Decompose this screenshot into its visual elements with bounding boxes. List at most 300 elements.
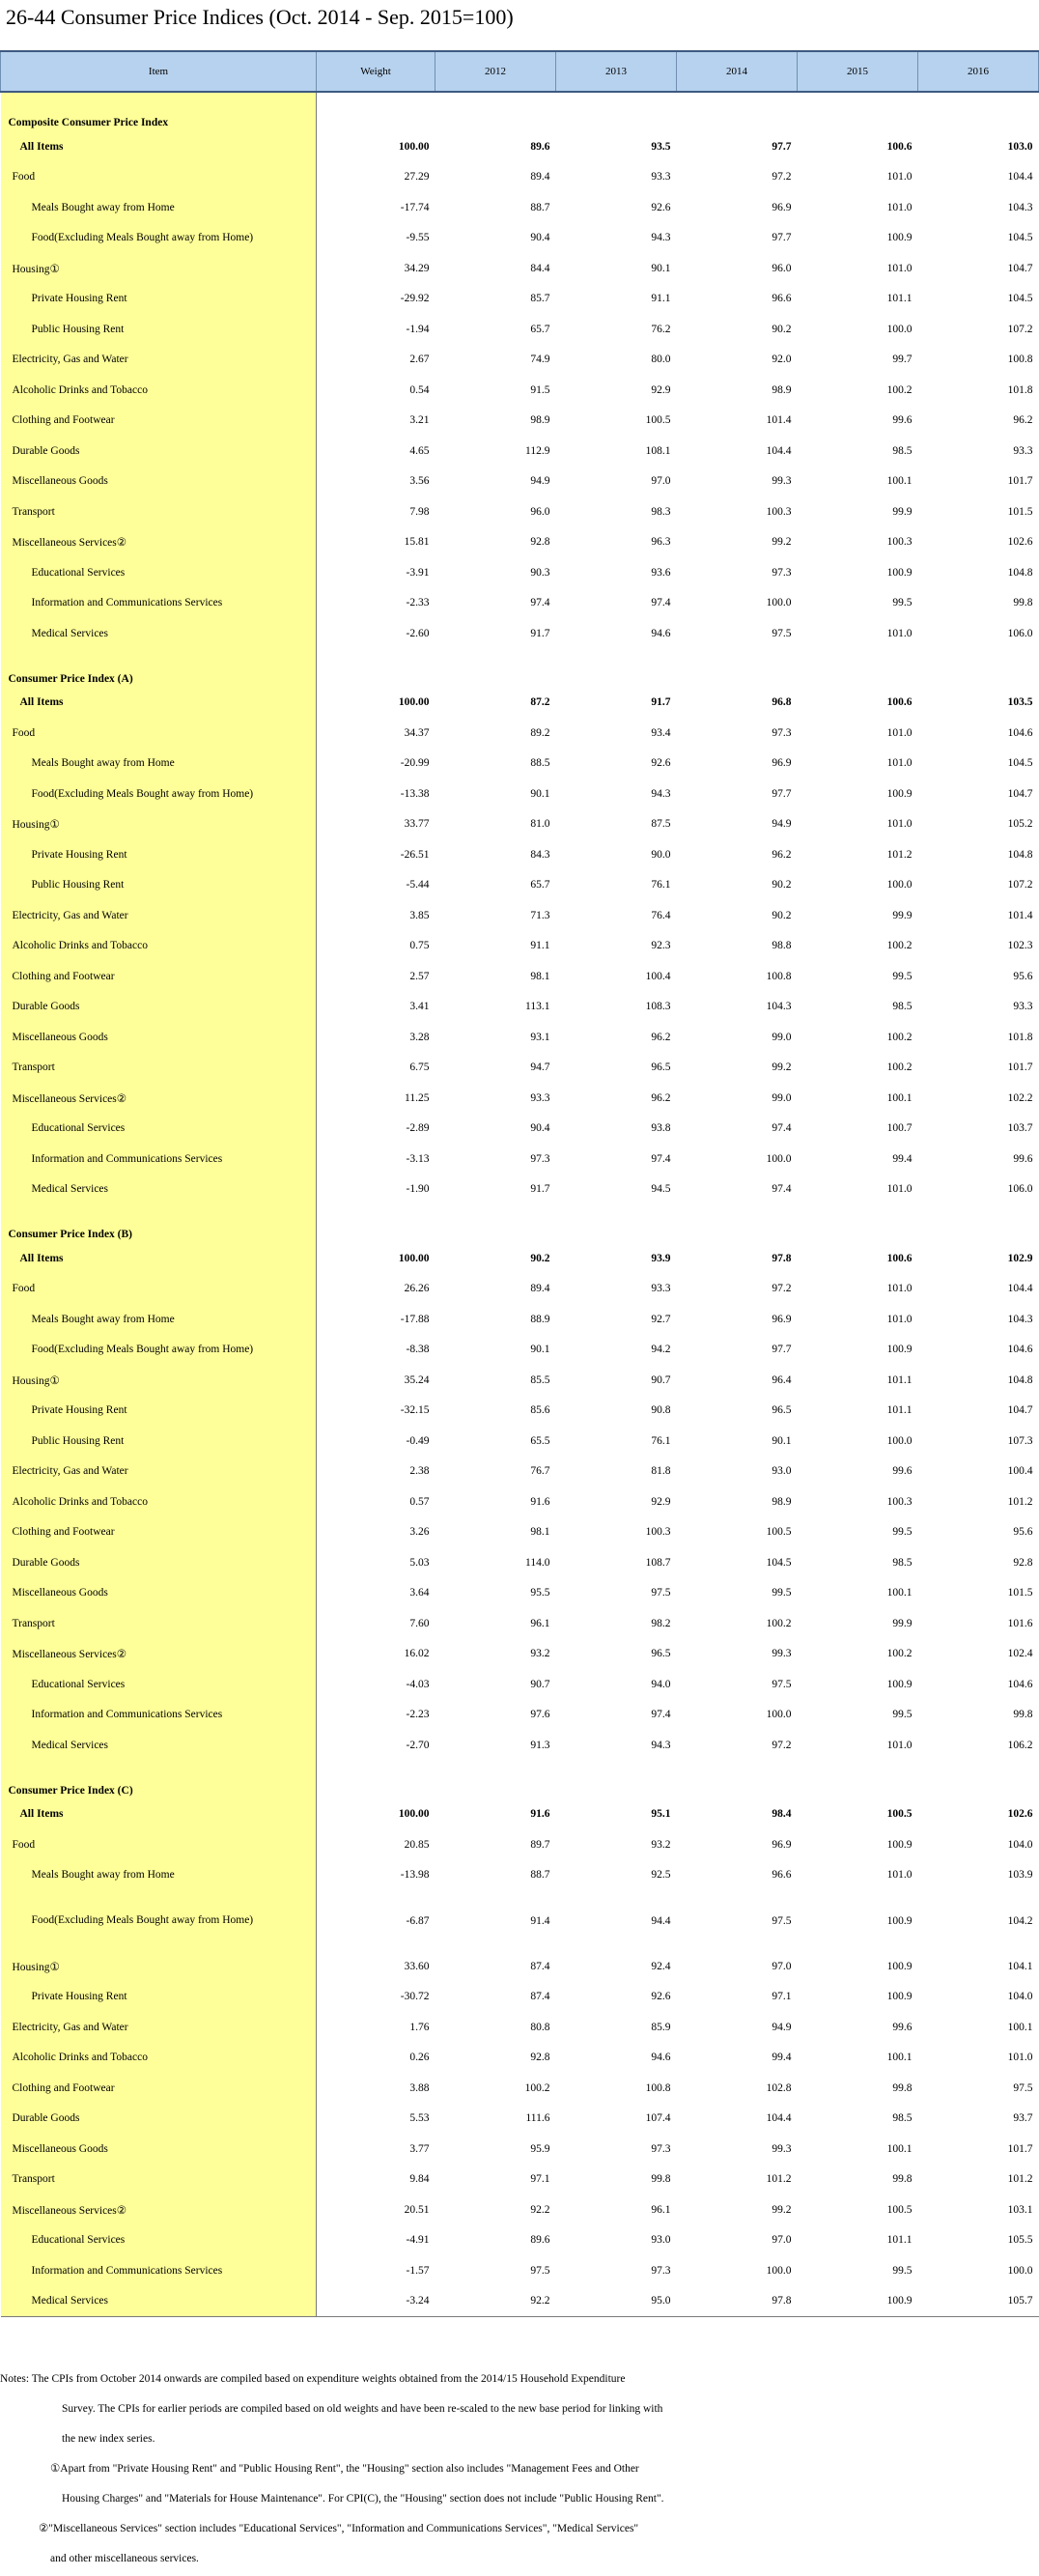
item-label: Miscellaneous Services② — [1, 2194, 317, 2225]
table-row — [1, 1860, 1039, 1891]
item-label: Miscellaneous Goods — [1, 467, 317, 497]
index-value: 100.2 — [766, 1617, 792, 1629]
weight-value: -2.89 — [406, 1122, 430, 1135]
note-line: Housing Charges" and "Materials for House Maintenance". For CPI(C), the "Housing" section does not include "Public Housing Rent". — [62, 2493, 664, 2505]
index-value: 101.2 — [1007, 1495, 1033, 1508]
index-value: 101.1 — [886, 2234, 913, 2247]
column-header-year: 2015 — [798, 51, 918, 92]
index-value: 99.9 — [892, 909, 913, 921]
index-value: 90.2 — [530, 1252, 550, 1264]
index-value: 99.5 — [892, 1526, 913, 1539]
section-title: Composite Consumer Price Index — [1, 92, 317, 131]
table-row — [1, 1365, 1039, 1396]
index-value: 99.8 — [651, 2173, 671, 2186]
weight-value: 3.77 — [409, 2142, 430, 2155]
table-row — [1, 1700, 1039, 1731]
weight-value: 7.60 — [409, 1617, 430, 1629]
index-value: 89.4 — [530, 1283, 550, 1295]
index-value: 100.1 — [886, 475, 913, 488]
weight-value: 100.00 — [398, 1808, 430, 1821]
index-value: 94.9 — [772, 2021, 792, 2033]
index-value: 94.0 — [651, 1678, 671, 1690]
weight-value: -20.99 — [400, 757, 430, 770]
item-label: Electricity, Gas and Water — [1, 1457, 317, 1487]
index-value: 104.0 — [1007, 1991, 1033, 2003]
index-value: 94.3 — [651, 787, 671, 800]
item-label: Information and Communications Services — [1, 1700, 317, 1731]
index-value: 96.9 — [772, 1838, 792, 1851]
index-value: 97.7 — [772, 1344, 792, 1356]
table-row — [1, 496, 1039, 527]
index-value: 96.6 — [772, 293, 792, 305]
index-value: 106.0 — [1007, 627, 1033, 639]
column-header-year: 2012 — [435, 51, 556, 92]
index-value: 92.6 — [651, 201, 671, 213]
weight-value: 33.77 — [404, 818, 430, 831]
weight-value: 2.57 — [409, 970, 430, 982]
weight-value: 20.85 — [404, 1838, 430, 1851]
item-label: Food(Excluding Meals Bought away from Home) — [1, 1890, 317, 1951]
item-label: Alcoholic Drinks and Tobacco — [1, 931, 317, 962]
index-value: 92.9 — [651, 383, 671, 396]
index-value: 94.7 — [530, 1062, 550, 1074]
index-value: 100.0 — [766, 1152, 792, 1165]
index-value: 98.8 — [772, 940, 792, 952]
item-label: Alcoholic Drinks and Tobacco — [1, 375, 317, 406]
index-value: 104.3 — [1007, 1313, 1033, 1325]
empty-cell — [317, 1761, 435, 1799]
index-value: 99.3 — [772, 475, 792, 488]
table-row — [1, 1114, 1039, 1145]
index-value: 99.8 — [892, 2081, 913, 2094]
index-value: 100.9 — [886, 232, 913, 244]
weight-value: 2.67 — [409, 354, 430, 366]
index-value: 99.2 — [772, 2203, 792, 2216]
index-value: 100.0 — [886, 879, 913, 892]
index-value: 94.6 — [651, 2052, 671, 2064]
index-value: 91.7 — [530, 627, 550, 639]
index-value: 100.9 — [886, 566, 913, 579]
index-value: 104.4 — [1007, 1283, 1033, 1295]
item-label: Food — [1, 1274, 317, 1305]
note-line: ①Apart from "Private Housing Rent" and "Public Housing Rent", the "Housing" section also includes "Management Fees and Other — [50, 2463, 639, 2475]
index-value: 108.7 — [645, 1556, 671, 1569]
table-row — [1, 2225, 1039, 2256]
item-label: Meals Bought away from Home — [1, 1860, 317, 1891]
index-value: 98.1 — [530, 970, 550, 982]
item-label: Food(Excluding Meals Bought away from Home) — [1, 778, 317, 809]
weight-value: 15.81 — [404, 536, 430, 549]
weight-value: -29.92 — [400, 293, 430, 305]
table-row — [1, 467, 1039, 497]
index-value: 90.3 — [530, 566, 550, 579]
weight-value: 100.00 — [398, 1252, 430, 1264]
index-value: 89.6 — [530, 140, 550, 153]
index-value: 106.2 — [1007, 1739, 1033, 1751]
weight-value: 33.60 — [404, 1960, 430, 1972]
index-value: 104.3 — [766, 1001, 792, 1013]
index-value: 107.2 — [1007, 879, 1033, 892]
empty-cell — [677, 1204, 798, 1243]
weight-value: 34.29 — [404, 262, 430, 274]
index-value: 93.0 — [651, 2234, 671, 2247]
index-value: 94.9 — [772, 818, 792, 831]
item-label: Durable Goods — [1, 2104, 317, 2135]
table-row — [1, 1304, 1039, 1335]
table-row — [1, 2165, 1039, 2195]
index-value: 97.5 — [530, 2264, 550, 2277]
item-label: Transport — [1, 1053, 317, 1084]
section-header-row — [1, 649, 1039, 688]
index-value: 100.3 — [886, 1495, 913, 1508]
table-row — [1, 931, 1039, 962]
table-row — [1, 2255, 1039, 2286]
index-value: 65.5 — [530, 1434, 550, 1447]
index-value: 92.3 — [651, 940, 671, 952]
index-value: 84.3 — [530, 848, 550, 861]
item-label: Educational Services — [1, 1669, 317, 1700]
weight-value: -32.15 — [400, 1404, 430, 1417]
empty-cell — [556, 1761, 677, 1799]
weight-value: 34.37 — [404, 726, 430, 739]
index-value: 97.3 — [651, 2142, 671, 2155]
index-value: 97.4 — [651, 1152, 671, 1165]
index-value: 113.1 — [525, 1001, 550, 1013]
item-label: Clothing and Footwear — [1, 2073, 317, 2104]
index-value: 104.4 — [766, 2112, 792, 2125]
weight-value: 26.26 — [404, 1283, 430, 1295]
table-row — [1, 1243, 1039, 1274]
table-row — [1, 809, 1039, 840]
table-row — [1, 406, 1039, 437]
weight-value: -13.38 — [400, 787, 430, 800]
index-value: 93.3 — [651, 171, 671, 184]
index-value: 100.9 — [886, 1344, 913, 1356]
item-label: Miscellaneous Goods — [1, 1578, 317, 1609]
index-value: 100.5 — [766, 1526, 792, 1539]
index-value: 100.2 — [886, 940, 913, 952]
index-value: 101.2 — [886, 848, 913, 861]
index-value: 90.1 — [530, 1344, 550, 1356]
index-value: 101.0 — [886, 1183, 913, 1196]
index-value: 103.0 — [1007, 140, 1033, 153]
item-label: Electricity, Gas and Water — [1, 900, 317, 931]
index-value: 97.2 — [772, 1283, 792, 1295]
index-value: 89.4 — [530, 171, 550, 184]
weight-value: -2.33 — [406, 597, 430, 609]
index-value: 100.9 — [886, 787, 913, 800]
table-row — [1, 1890, 1039, 1951]
index-value: 98.1 — [530, 1526, 550, 1539]
index-value: 99.6 — [1013, 1152, 1033, 1165]
weight-value: 2.38 — [409, 1465, 430, 1478]
empty-cell — [677, 649, 798, 688]
item-label: Alcoholic Drinks and Tobacco — [1, 1486, 317, 1517]
index-value: 104.8 — [1007, 848, 1033, 861]
table-row — [1, 2073, 1039, 2104]
empty-cell — [798, 92, 918, 131]
item-label: Miscellaneous Services② — [1, 1639, 317, 1670]
index-value: 97.5 — [772, 627, 792, 639]
weight-value: 100.00 — [398, 696, 430, 709]
item-label: Housing① — [1, 1365, 317, 1396]
index-value: 96.8 — [772, 696, 792, 709]
item-label: Food(Excluding Meals Bought away from Home) — [1, 1335, 317, 1366]
item-label: Meals Bought away from Home — [1, 192, 317, 223]
weight-value: 5.03 — [409, 1556, 430, 1569]
index-value: 95.5 — [530, 1587, 550, 1599]
index-value: 101.5 — [1007, 1587, 1033, 1599]
table-row — [1, 900, 1039, 931]
item-label: Private Housing Rent — [1, 839, 317, 870]
index-value: 102.8 — [766, 2081, 792, 2094]
weight-value: -3.13 — [406, 1152, 430, 1165]
index-value: 108.3 — [645, 1001, 671, 1013]
index-value: 99.5 — [892, 2264, 913, 2277]
index-value: 98.2 — [651, 1617, 671, 1629]
item-label: Food — [1, 162, 317, 193]
table-row — [1, 1639, 1039, 1670]
item-label: Transport — [1, 2165, 317, 2195]
weight-value: 0.75 — [409, 940, 430, 952]
item-label: Private Housing Rent — [1, 1982, 317, 2013]
index-value: 96.5 — [772, 1404, 792, 1417]
item-label: All Items — [1, 688, 317, 719]
index-value: 99.7 — [892, 354, 913, 366]
table-row — [1, 1144, 1039, 1175]
index-value: 85.9 — [651, 2021, 671, 2033]
index-value: 90.1 — [530, 787, 550, 800]
item-label: Educational Services — [1, 2225, 317, 2256]
empty-cell — [798, 1761, 918, 1799]
section-title: Consumer Price Index (C) — [1, 1761, 317, 1799]
index-value: 89.2 — [530, 726, 550, 739]
index-value: 104.2 — [1007, 1914, 1033, 1927]
index-value: 97.7 — [772, 232, 792, 244]
index-value: 101.0 — [886, 262, 913, 274]
index-value: 96.0 — [530, 505, 550, 518]
index-value: 101.7 — [1007, 2142, 1033, 2155]
item-label: Medical Services — [1, 1175, 317, 1205]
index-value: 104.7 — [1007, 787, 1033, 800]
index-value: 104.1 — [1007, 1960, 1033, 1972]
empty-cell — [435, 1204, 556, 1243]
index-value: 97.1 — [530, 2173, 550, 2186]
index-value: 99.0 — [772, 1091, 792, 1104]
table-row — [1, 870, 1039, 901]
index-value: 96.9 — [772, 201, 792, 213]
index-value: 100.9 — [886, 1991, 913, 2003]
column-header-item: Item — [1, 51, 317, 92]
index-value: 100.0 — [886, 323, 913, 335]
item-label: Public Housing Rent — [1, 870, 317, 901]
item-label: Electricity, Gas and Water — [1, 2012, 317, 2043]
weight-value: -1.94 — [406, 323, 430, 335]
index-value: 105.2 — [1007, 818, 1033, 831]
index-value: 94.3 — [651, 232, 671, 244]
index-value: 84.4 — [530, 262, 550, 274]
index-value: 96.9 — [772, 757, 792, 770]
weight-value: -4.91 — [406, 2234, 430, 2247]
empty-cell — [435, 1761, 556, 1799]
index-value: 97.2 — [772, 1739, 792, 1751]
table-row — [1, 2104, 1039, 2135]
index-value: 96.9 — [772, 1313, 792, 1325]
empty-cell — [317, 1204, 435, 1243]
index-value: 81.8 — [651, 1465, 671, 1478]
item-label: Alcoholic Drinks and Tobacco — [1, 2043, 317, 2074]
section-header-row — [1, 92, 1039, 131]
index-value: 91.1 — [651, 293, 671, 305]
index-value: 90.2 — [772, 323, 792, 335]
index-value: 80.0 — [651, 354, 671, 366]
index-value: 96.1 — [651, 2203, 671, 2216]
index-value: 99.0 — [772, 1031, 792, 1043]
index-value: 104.6 — [1007, 726, 1033, 739]
table-row — [1, 1951, 1039, 1982]
item-label: Electricity, Gas and Water — [1, 345, 317, 376]
index-value: 96.2 — [651, 1091, 671, 1104]
table-row — [1, 1486, 1039, 1517]
index-value: 100.6 — [886, 140, 913, 153]
index-value: 99.9 — [892, 505, 913, 518]
table-row — [1, 314, 1039, 345]
section-header-row — [1, 1204, 1039, 1243]
index-value: 101.4 — [766, 414, 792, 427]
item-label: All Items — [1, 1799, 317, 1830]
index-value: 104.3 — [1007, 201, 1033, 213]
table-row — [1, 749, 1039, 779]
index-value: 92.2 — [435, 2286, 556, 2317]
index-value: 104.6 — [1007, 1678, 1033, 1690]
weight-value: 16.02 — [404, 1648, 430, 1660]
index-value: 107.2 — [1007, 323, 1033, 335]
index-value: 99.9 — [892, 1617, 913, 1629]
weight-value: -5.44 — [406, 879, 430, 892]
weight-value: 3.85 — [409, 909, 430, 921]
item-label: Food(Excluding Meals Bought away from Home) — [1, 223, 317, 254]
index-value: 91.1 — [530, 940, 550, 952]
table-row — [1, 1578, 1039, 1609]
table-row — [1, 284, 1039, 315]
index-value: 98.5 — [892, 444, 913, 457]
item-label: Information and Communications Services — [1, 588, 317, 619]
index-value: 97.8 — [677, 2286, 798, 2317]
index-value: 100.9 — [886, 1678, 913, 1690]
column-header-year: 2014 — [677, 51, 798, 92]
index-value: 104.8 — [1007, 1373, 1033, 1386]
index-value: 97.7 — [772, 787, 792, 800]
index-value: 107.3 — [1007, 1434, 1033, 1447]
index-value: 87.2 — [530, 696, 550, 709]
index-value: 85.6 — [530, 1404, 550, 1417]
index-value: 91.4 — [530, 1914, 550, 1927]
index-value: 100.2 — [886, 1062, 913, 1074]
index-value: 89.6 — [530, 2234, 550, 2247]
index-value: 98.5 — [892, 1001, 913, 1013]
index-value: 102.4 — [1007, 1648, 1033, 1660]
index-value: 101.0 — [886, 171, 913, 184]
weight-value: -13.98 — [400, 1869, 430, 1882]
index-value: 99.6 — [892, 414, 913, 427]
index-value: 80.8 — [530, 2021, 550, 2033]
index-value: 101.7 — [1007, 475, 1033, 488]
index-value: 99.8 — [1013, 1709, 1033, 1721]
empty-cell — [798, 1204, 918, 1243]
index-value: 103.1 — [1007, 2203, 1033, 2216]
index-value: 76.1 — [651, 1434, 671, 1447]
notes — [0, 2364, 1033, 2574]
index-value: 93.2 — [651, 1838, 671, 1851]
index-value: 101.1 — [886, 1404, 913, 1417]
column-header-year: 2013 — [556, 51, 677, 92]
table-row — [1, 1335, 1039, 1366]
index-value: 99.8 — [892, 2173, 913, 2186]
item-label: Medical Services — [1, 1730, 317, 1761]
item-label: Miscellaneous Services② — [1, 527, 317, 558]
table-row — [1, 588, 1039, 619]
empty-cell — [677, 92, 798, 131]
weight-value: 9.84 — [409, 2173, 430, 2186]
table-row — [1, 2012, 1039, 2043]
index-value: 102.6 — [1007, 1808, 1033, 1821]
index-value: 100.9 — [886, 1838, 913, 1851]
table-row — [1, 345, 1039, 376]
table-row — [1, 1426, 1039, 1457]
index-value: 104.8 — [1007, 566, 1033, 579]
header-row — [1, 51, 1039, 92]
index-value: 96.2 — [651, 1031, 671, 1043]
index-value: 76.4 — [651, 909, 671, 921]
index-value: 100.5 — [645, 414, 671, 427]
index-value: 97.4 — [651, 597, 671, 609]
index-value: 93.1 — [530, 1031, 550, 1043]
index-value: 94.3 — [651, 1739, 671, 1751]
weight-value: 3.28 — [409, 1031, 430, 1043]
empty-cell — [556, 1204, 677, 1243]
item-label: Clothing and Footwear — [1, 406, 317, 437]
index-value: 93.6 — [651, 566, 671, 579]
weight-value: -2.70 — [406, 1739, 430, 1751]
index-value: 100.2 — [524, 2081, 550, 2094]
index-value: 100.8 — [645, 2081, 671, 2094]
table-row — [1, 1457, 1039, 1487]
index-value: 99.3 — [772, 2142, 792, 2155]
index-value: 105.7 — [918, 2286, 1039, 2317]
index-value: 90.1 — [772, 1434, 792, 1447]
index-value: 90.4 — [530, 1122, 550, 1135]
index-value: 101.6 — [1007, 1617, 1033, 1629]
table-row — [1, 1053, 1039, 1084]
index-value: 93.4 — [651, 726, 671, 739]
item-label: Durable Goods — [1, 436, 317, 467]
index-value: 99.6 — [892, 1465, 913, 1478]
index-value: 92.5 — [651, 1869, 671, 1882]
index-value: 93.0 — [772, 1465, 792, 1478]
weight-value: 3.41 — [409, 1001, 430, 1013]
index-value: 101.0 — [886, 757, 913, 770]
index-value: 85.7 — [530, 293, 550, 305]
table-row — [1, 1175, 1039, 1205]
index-value: 92.6 — [651, 757, 671, 770]
weight-value: -3.91 — [406, 566, 430, 579]
index-value: 92.7 — [651, 1313, 671, 1325]
index-value: 100.6 — [886, 1252, 913, 1264]
index-value: 100.0 — [886, 1434, 913, 1447]
index-value: 100.8 — [766, 970, 792, 982]
index-value: 92.9 — [651, 1495, 671, 1508]
index-value: 111.6 — [525, 2112, 550, 2125]
